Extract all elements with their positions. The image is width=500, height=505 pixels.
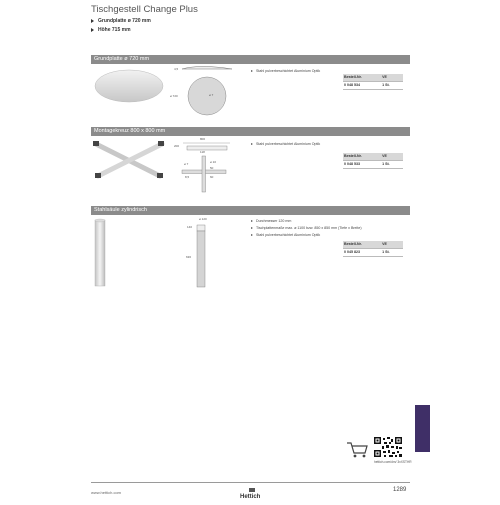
dim-height: 636	[186, 255, 192, 259]
table-header-ve: VE	[382, 154, 387, 158]
qr-code-icon	[373, 436, 403, 458]
table-header-ve: VE	[382, 242, 387, 246]
page-title: Tischgestell Change Plus	[91, 4, 198, 15]
bullet-arrow-icon	[251, 70, 253, 72]
header-bullet-2	[91, 27, 131, 33]
page-number: 1289	[393, 487, 407, 493]
logo-text: Hettich	[240, 494, 261, 500]
steel-column-photo	[93, 218, 107, 288]
header-bullet-1	[91, 18, 151, 24]
table-row	[343, 161, 403, 169]
section-title-grundplatte: Grundplatte ø 720 mm	[91, 55, 410, 64]
dim-left: 200	[174, 144, 180, 148]
dim-width: 800	[200, 137, 206, 141]
dim-diameter: ø 120	[199, 217, 207, 221]
footer-website-link[interactable]: www.hettich.com	[91, 490, 122, 495]
dim-diameter: ø 720	[170, 94, 178, 98]
bullet-arrow-icon	[251, 227, 253, 229]
base-plate-photo	[94, 68, 164, 104]
mounting-cross-drawing	[170, 136, 250, 196]
order-table	[343, 153, 403, 169]
chapter-tab	[415, 405, 430, 452]
dim-hole: ø 7	[184, 162, 189, 166]
base-plate-drawing	[170, 62, 250, 122]
spec-bullet	[251, 219, 291, 223]
spec-bullet	[251, 226, 362, 230]
table-row	[343, 82, 403, 90]
spec-text: Stahl pulverbeschichtet Aluminium Optik	[256, 233, 321, 237]
spec-bullet	[251, 233, 320, 237]
dim-dist: 50	[210, 166, 214, 170]
bullet-arrow-icon	[91, 19, 94, 23]
steel-column-drawing	[180, 216, 220, 296]
packing-unit: 1 St.	[382, 162, 390, 166]
dim-top: 140	[187, 225, 193, 229]
bullet-arrow-icon	[91, 28, 94, 32]
spec-text: Stahl pulverbeschichtet Aluminium Optik	[256, 69, 321, 73]
spec-text: Tischplattenmaße max. ø 1100 bzw. 850 x 850 mm (Tiefe x Breite)	[256, 226, 362, 230]
spec-bullet	[251, 142, 320, 146]
header-bullet-text: Grundplatte ø 720 mm	[98, 18, 151, 24]
bullet-arrow-icon	[251, 234, 253, 236]
qr-url[interactable]: hettich.com/dm/ 3xXSTHR	[374, 460, 412, 464]
order-table	[343, 241, 403, 257]
hettich-logo	[240, 487, 264, 505]
mounting-cross-photo	[92, 138, 167, 183]
shopping-cart-icon	[347, 443, 367, 457]
section-title-montagekreuz: Montagekreuz 800 x 800 mm	[91, 127, 410, 136]
dim-depth: 60	[210, 175, 214, 179]
packing-unit: 1 St.	[382, 250, 390, 254]
footer-rule	[91, 482, 410, 483]
table-header-order-no: Bestell-Nr.	[344, 242, 362, 246]
order-table	[343, 74, 403, 90]
table-header-ve: VE	[382, 75, 387, 79]
table-header-order-no: Bestell-Nr.	[344, 154, 362, 158]
order-number: 0 048 533	[344, 162, 360, 166]
dim-thickness: 4,5	[174, 67, 179, 71]
bullet-arrow-icon	[251, 220, 253, 222]
dim-inner: 118	[200, 150, 205, 154]
hettich-logo-mark	[240, 488, 264, 500]
order-number: 0 048 534	[344, 83, 360, 87]
table-row	[343, 249, 403, 257]
header-bullet-text: Höhe 715 mm	[98, 27, 131, 33]
spec-bullet	[251, 69, 320, 73]
dim-small: 8,5	[185, 175, 190, 179]
section-title-stahlsaeule: Stahlsäule zylindrisch	[91, 206, 410, 215]
table-header-order-no: Bestell-Nr.	[344, 75, 362, 79]
spec-text: Durchmesser 120 mm	[256, 219, 292, 223]
order-number: 0 045 823	[344, 250, 360, 254]
dim-hole2: ø 10	[210, 160, 217, 164]
spec-text: Stahl pulverbeschichtet Aluminium Optik	[256, 142, 321, 146]
dim-center: ø 7	[209, 93, 214, 97]
bullet-arrow-icon	[251, 143, 253, 145]
packing-unit: 1 St.	[382, 83, 390, 87]
